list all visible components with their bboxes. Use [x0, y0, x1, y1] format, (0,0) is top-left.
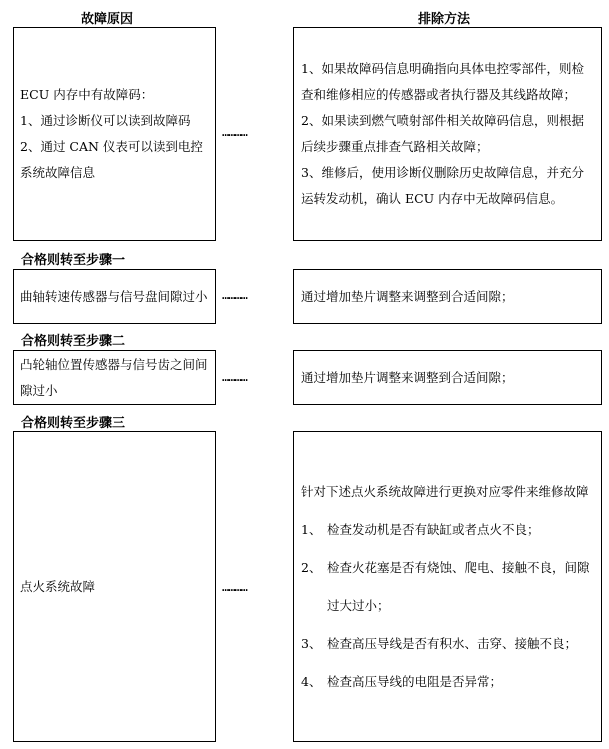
fix-item-text: 检查高压导线是否有积水、击穿、接触不良； — [327, 635, 578, 651]
step-label-2: 合格则转至步骤二 — [21, 334, 126, 349]
fix-intro: 针对下述点火系统故障进行更换对应零件来维修故障 — [301, 483, 589, 499]
dotted-leader: ………… — [222, 125, 247, 139]
fix-box-camshaft — [293, 350, 602, 405]
header-fix: 排除方法 — [418, 12, 471, 27]
cause-text: 2、通过 CAN 仪表可以读到电控系统故障信息 — [20, 139, 203, 180]
fix-item-text: 检查发动机是否有缺缸或者点火不良； — [327, 521, 540, 537]
fix-item-number: 1、 — [301, 521, 322, 537]
fix-text: 2、如果读到燃气喷射部件相关故障码信息，则根据后续步骤重点排查气路相关故障； — [301, 113, 584, 154]
step-label-3: 合格则转至步骤三 — [21, 416, 126, 431]
cause-box-ignition — [13, 431, 216, 742]
fix-item — [301, 663, 594, 701]
fix-item-text: 检查火花塞是否有烧蚀、爬电、接触不良，间隙过大过小； — [327, 559, 590, 613]
fix-item-number: 2、 — [301, 559, 322, 575]
fix-text: 3、维修后，使用诊断仪删除历史故障信息，并充分运转发动机，确认 ECU 内存中无故障码信息。 — [301, 165, 584, 206]
fix-text: 通过增加垫片调整来调整到合适间隙； — [301, 288, 514, 304]
fix-text: 通过增加垫片调整来调整到合适间隙； — [301, 369, 514, 385]
dotted-leader: ………… — [222, 370, 247, 384]
fix-box-crankshaft — [293, 269, 602, 324]
cause-text: 曲轴转速传感器与信号盘间隙过小 — [20, 288, 208, 304]
fix-item — [301, 511, 594, 549]
fix-text: 1、如果故障码信息明确指向具体电控零部件，则检查和维修相应的传感器或者执行器及其线路故障； — [301, 61, 584, 102]
fix-box-ignition — [293, 431, 602, 742]
header-cause: 故障原因 — [81, 12, 134, 27]
step-label-1: 合格则转至步骤一 — [21, 253, 126, 268]
cause-text: 凸轮轴位置传感器与信号齿之间间隙过小 — [20, 356, 208, 398]
fix-item-number: 4、 — [301, 673, 322, 689]
dotted-leader: ………… — [222, 580, 247, 594]
cause-box-ecu — [13, 27, 216, 241]
cause-box-crankshaft — [13, 269, 216, 324]
cause-box-camshaft — [13, 350, 216, 405]
fix-item — [301, 549, 594, 625]
dotted-leader: ………… — [222, 288, 247, 302]
fix-box-ecu — [293, 27, 602, 241]
fix-item-number: 3、 — [301, 635, 322, 651]
cause-text: 1、通过诊断仪可以读到故障码 — [20, 113, 191, 128]
fix-item-text: 检查高压导线的电阻是否异常； — [327, 673, 503, 689]
cause-text: 点火系统故障 — [20, 578, 96, 594]
cause-text: ECU 内存中有故障码： — [20, 87, 154, 102]
fix-item — [301, 625, 594, 663]
